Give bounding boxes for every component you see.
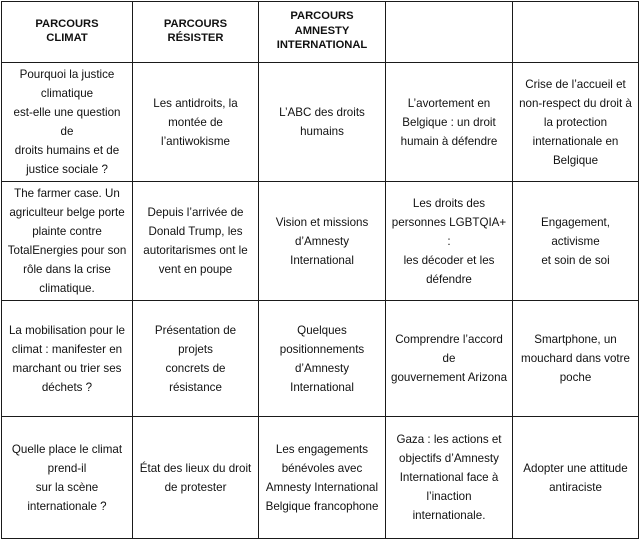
header-empty-4: [386, 2, 513, 63]
table-cell: Présentation de projets concrets de résistance: [133, 301, 259, 417]
table-cell: Pourquoi la justice climatique est-elle une question de droits humains et de justice sociale ?: [2, 63, 133, 182]
table-cell: État des lieux du droit de protester: [133, 417, 259, 539]
table-cell: L’ABC des droits humains: [259, 63, 386, 182]
table-cell: Depuis l’arrivée de Donald Trump, les autoritarismes ont le vent en poupe: [133, 182, 259, 301]
header-parcours-amnesty: PARCOURS AMNESTY INTERNATIONAL: [259, 2, 386, 63]
table-cell: Les droits des personnes LGBTQIA+ : les décoder et les défendre: [386, 182, 513, 301]
table-cell: Adopter une attitude antiraciste: [513, 417, 639, 539]
table-cell: Quelques positionnements d’Amnesty International: [259, 301, 386, 417]
table-cell: Crise de l’accueil et non-respect du droit à la protection internationale en Belgique: [513, 63, 639, 182]
table-cell: Vision et missions d’Amnesty International: [259, 182, 386, 301]
table-cell: Les engagements bénévoles avec Amnesty International Belgique francophone: [259, 417, 386, 539]
table-cell: Smartphone, un mouchard dans votre poche: [513, 301, 639, 417]
table-cell: The farmer case. Un agriculteur belge porte plainte contre TotalEnergies pour son rôle dans la crise climatique.: [2, 182, 133, 301]
header-parcours-climat: PARCOURS CLIMAT: [2, 2, 133, 63]
table-cell: Comprendre l’accord de gouvernement Arizona: [386, 301, 513, 417]
table-cell: La mobilisation pour le climat : manifester en marchant ou trier ses déchets ?: [2, 301, 133, 417]
table-row: [2, 301, 639, 417]
table-row: [2, 63, 639, 182]
header-empty-5: [513, 2, 639, 63]
table-cell: Engagement, activisme et soin de soi: [513, 182, 639, 301]
table-cell: L’avortement en Belgique : un droit humain à défendre: [386, 63, 513, 182]
workshop-program-table: [1, 1, 639, 539]
header-parcours-resister: PARCOURS RÉSISTER: [133, 2, 259, 63]
table-cell: Gaza : les actions et objectifs d’Amnesty International face à l’inaction internationale.: [386, 417, 513, 539]
table-cell: Les antidroits, la montée de l’antiwokisme: [133, 63, 259, 182]
table-row: [2, 417, 639, 539]
header-row: [2, 2, 639, 63]
table-cell: Quelle place le climat prend-il sur la scène internationale ?: [2, 417, 133, 539]
table-row: [2, 182, 639, 301]
